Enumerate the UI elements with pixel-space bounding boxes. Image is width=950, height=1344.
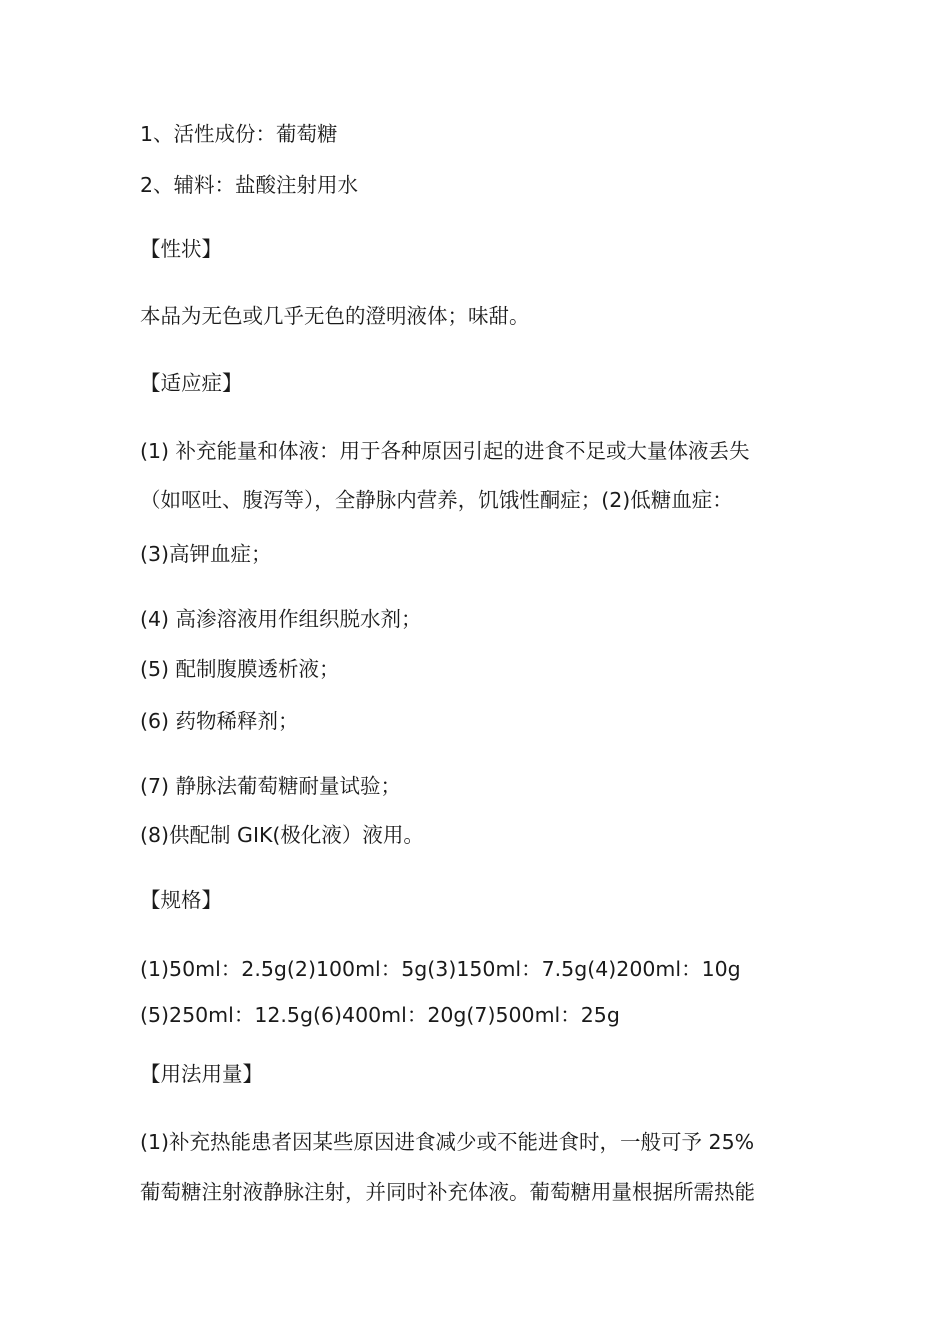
dosage-line-1: (1)补充热能患者因某些原因进食减少或不能进食时，一般可予 25% [140,1130,755,1154]
section-heading-specifications: 【规格】 [140,888,222,912]
ingredient-excipient-line: 2、辅料：盐酸注射用水 [140,173,359,197]
indication-line-2: （如呕吐、腹泻等），全静脉内营养，饥饿性酮症；(2)低糖血症： [140,488,733,512]
dosage-line-2: 葡萄糖注射液静脉注射，并同时补充体液。葡萄糖用量根据所需热能 [140,1180,755,1204]
indication-line-4: (4) 高渗溶液用作组织脱水剂； [140,607,422,631]
section-heading-indications: 【适应症】 [140,371,243,395]
indication-line-3: (3)高钾血症； [140,542,272,566]
indication-line-6: (6) 药物稀释剂； [140,709,299,733]
specification-line-2: (5)250ml：12.5g(6)400ml：20g(7)500ml：25g [140,1003,620,1027]
section-heading-dosage: 【用法用量】 [140,1062,263,1086]
indication-line-7: (7) 静脉法葡萄糖耐量试验； [140,774,402,798]
section-heading-properties: 【性状】 [140,237,222,261]
specification-line-1: (1)50ml：2.5g(2)100ml：5g(3)150ml：7.5g(4)200ml：10g [140,957,741,981]
indication-line-1: (1) 补充能量和体液：用于各种原因引起的进食不足或大量体液丢失 [140,439,750,463]
ingredient-active-line: 1、活性成份：葡萄糖 [140,122,338,146]
indication-line-5: (5) 配制腹膜透析液； [140,657,340,681]
properties-text: 本品为无色或几乎无色的澄明液体；味甜。 [140,304,530,328]
indication-line-8: (8)供配制 GIK(极化液）液用。 [140,823,424,847]
